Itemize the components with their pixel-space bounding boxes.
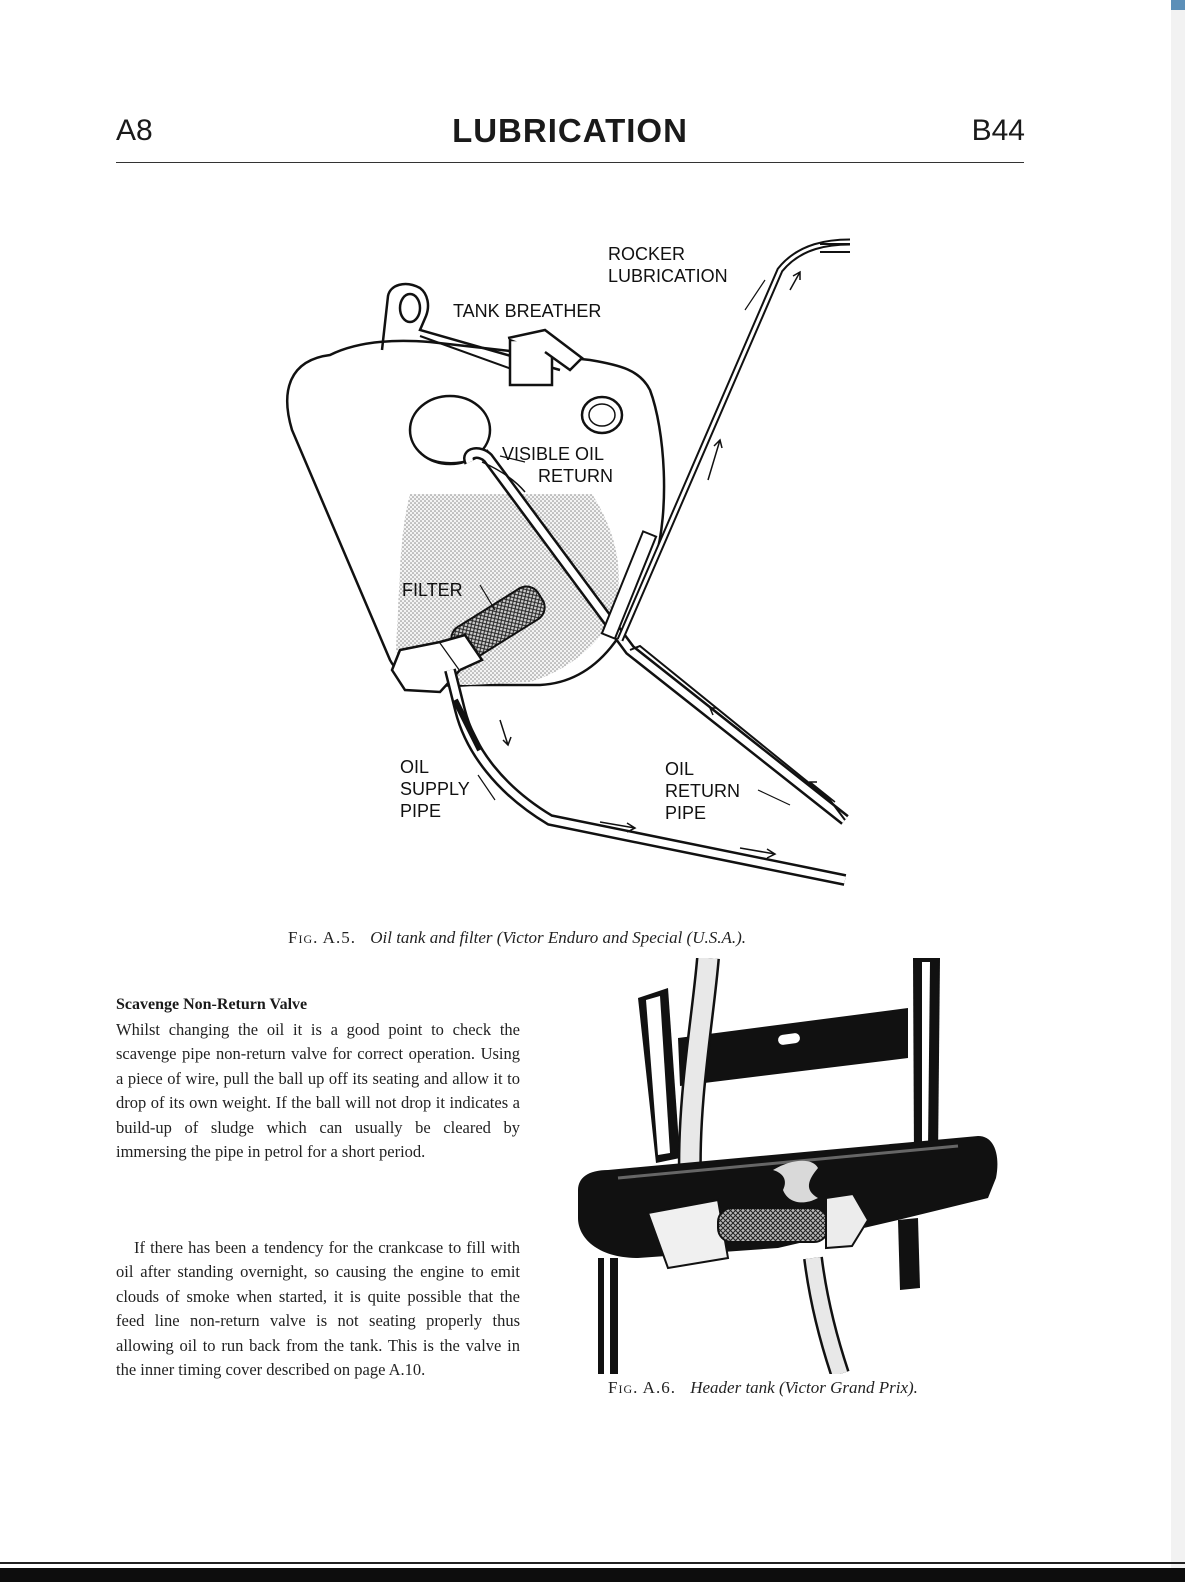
page-edge-strip: [1171, 0, 1185, 1582]
lower-frame-right: [898, 1218, 920, 1290]
header-tank-illustration: [578, 958, 998, 1374]
header-rule: [116, 162, 1024, 163]
figure-a5-caption: [288, 928, 746, 948]
figure-a6-number: Fig. A.6.: [608, 1378, 676, 1397]
sight-glass: [582, 397, 622, 433]
label-visible-oil-2: RETURN: [538, 466, 613, 486]
label-rocker-2: LUBRICATION: [608, 266, 728, 286]
label-filter: FILTER: [402, 580, 463, 600]
bottom-band: [0, 1568, 1185, 1582]
label-visible-oil-1: VISIBLE OIL: [502, 444, 605, 464]
figure-a5-caption-text: Oil tank and filter (Victor Enduro and Special (U.S.A.).: [370, 928, 747, 947]
figure-a6-caption-text: Header tank (Victor Grand Prix).: [690, 1378, 918, 1397]
label-tank-breather: TANK BREATHER: [453, 301, 602, 321]
section-code-left: A8: [116, 114, 153, 147]
page-title: LUBRICATION: [452, 112, 688, 149]
label-oil-return-3: PIPE: [665, 803, 707, 823]
label-oil-return-1: OIL: [665, 759, 695, 779]
bottom-rule: [0, 1562, 1185, 1564]
filter-body: [718, 1208, 828, 1242]
oil-tank-diagram: [270, 230, 870, 910]
section-code-right: B44: [971, 114, 1025, 147]
label-rocker-1: ROCKER: [608, 244, 686, 264]
section-heading: Scavenge Non-Return Valve: [116, 996, 308, 1013]
label-oil-supply-3: PIPE: [400, 801, 442, 821]
label-oil-supply-1: OIL: [400, 757, 430, 777]
label-oil-supply-2: SUPPLY: [400, 779, 470, 799]
figure-a6-caption: [608, 1378, 918, 1398]
paragraph-2: If there has been a tendency for the crankcase to fill with oil after standing overnight, so causing the engine to emit clouds of smoke when started, it is quite possible that the feed line non-return valve is not seating properly thus allowing oil to run back from the tank. This is the valve in the inner timing cover described on page A.10.: [116, 1238, 520, 1380]
figure-a5-number: Fig. A.5.: [288, 928, 356, 947]
paragraph-1: Whilst changing the oil it is a good point to check the scavenge pipe non-return valve for correct operation. Using a piece of wire, pull the ball up off its seating and allow it to drop of its own weight. If the ball will not drop it indicates a build-up of sludge which can usually be cleared by immersing the pipe in petrol for a short period.: [116, 1020, 520, 1162]
page-edge-tab: [1171, 0, 1185, 10]
label-oil-return-2: RETURN: [665, 781, 740, 801]
